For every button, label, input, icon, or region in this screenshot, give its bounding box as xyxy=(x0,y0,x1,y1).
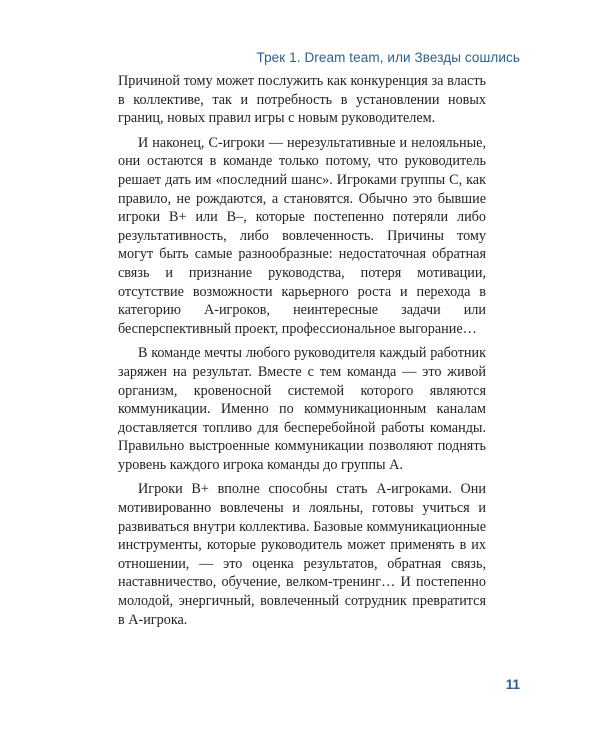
running-head-title: Трек 1. Dream team, или Звезды сошлись xyxy=(256,50,520,65)
page-number: 11 xyxy=(505,677,520,692)
paragraph-3: В команде мечты любого руководителя каждый работник заряжен на результат. Вместе с тем команда — это живой организм, кровеносной системой которого являются коммуникации. Именно по коммуникационным каналам доставляется топливо для бесперебойной работы команды. Правильно выстроенные коммуникации позволяют поднять уровень каждого игрока команды до группы А. xyxy=(118,345,486,473)
body-text xyxy=(118,72,486,629)
paragraph-2: И наконец, С-игроки — нерезультативные и нелояльные, они остаются в команде только потому, что руководитель решает дать им «последний шанс». Игроками группы С, как правило, не рождаются, а становятся. Обычно это бывшие игроки В+ или В–, которые постепенно потеряли либо результативность, либо вовлеченность. Причины тому могут быть самые разнообразные: недостаточная обратная связь и признание руководства, потеря мотивации, отсутствие возможности карьерного роста и перехода в категорию А-игроков, неинтересные задачи или бесперспективный проект, профессиональное выгорание… xyxy=(118,134,486,337)
paragraph-4: Игроки В+ вполне способны стать А-игроками. Они мотивированно вовлечены и лояльны, готовы учиться и развиваться внутри коллектива. Базовые коммуникационные инструменты, которые руководитель может применять в их отношении, — это оценка результатов, обратная связь, наставничество, обучение, велком-тренинг… И постепенно молодой, энергичный, вовлеченный сотрудник превратится в А-игрока. xyxy=(118,481,486,628)
paragraph-1: Причиной тому может послужить как конкуренция за власть в коллективе, так и потребность в установлении новых границ, новых правил игры с новым руководителем. xyxy=(118,73,486,127)
